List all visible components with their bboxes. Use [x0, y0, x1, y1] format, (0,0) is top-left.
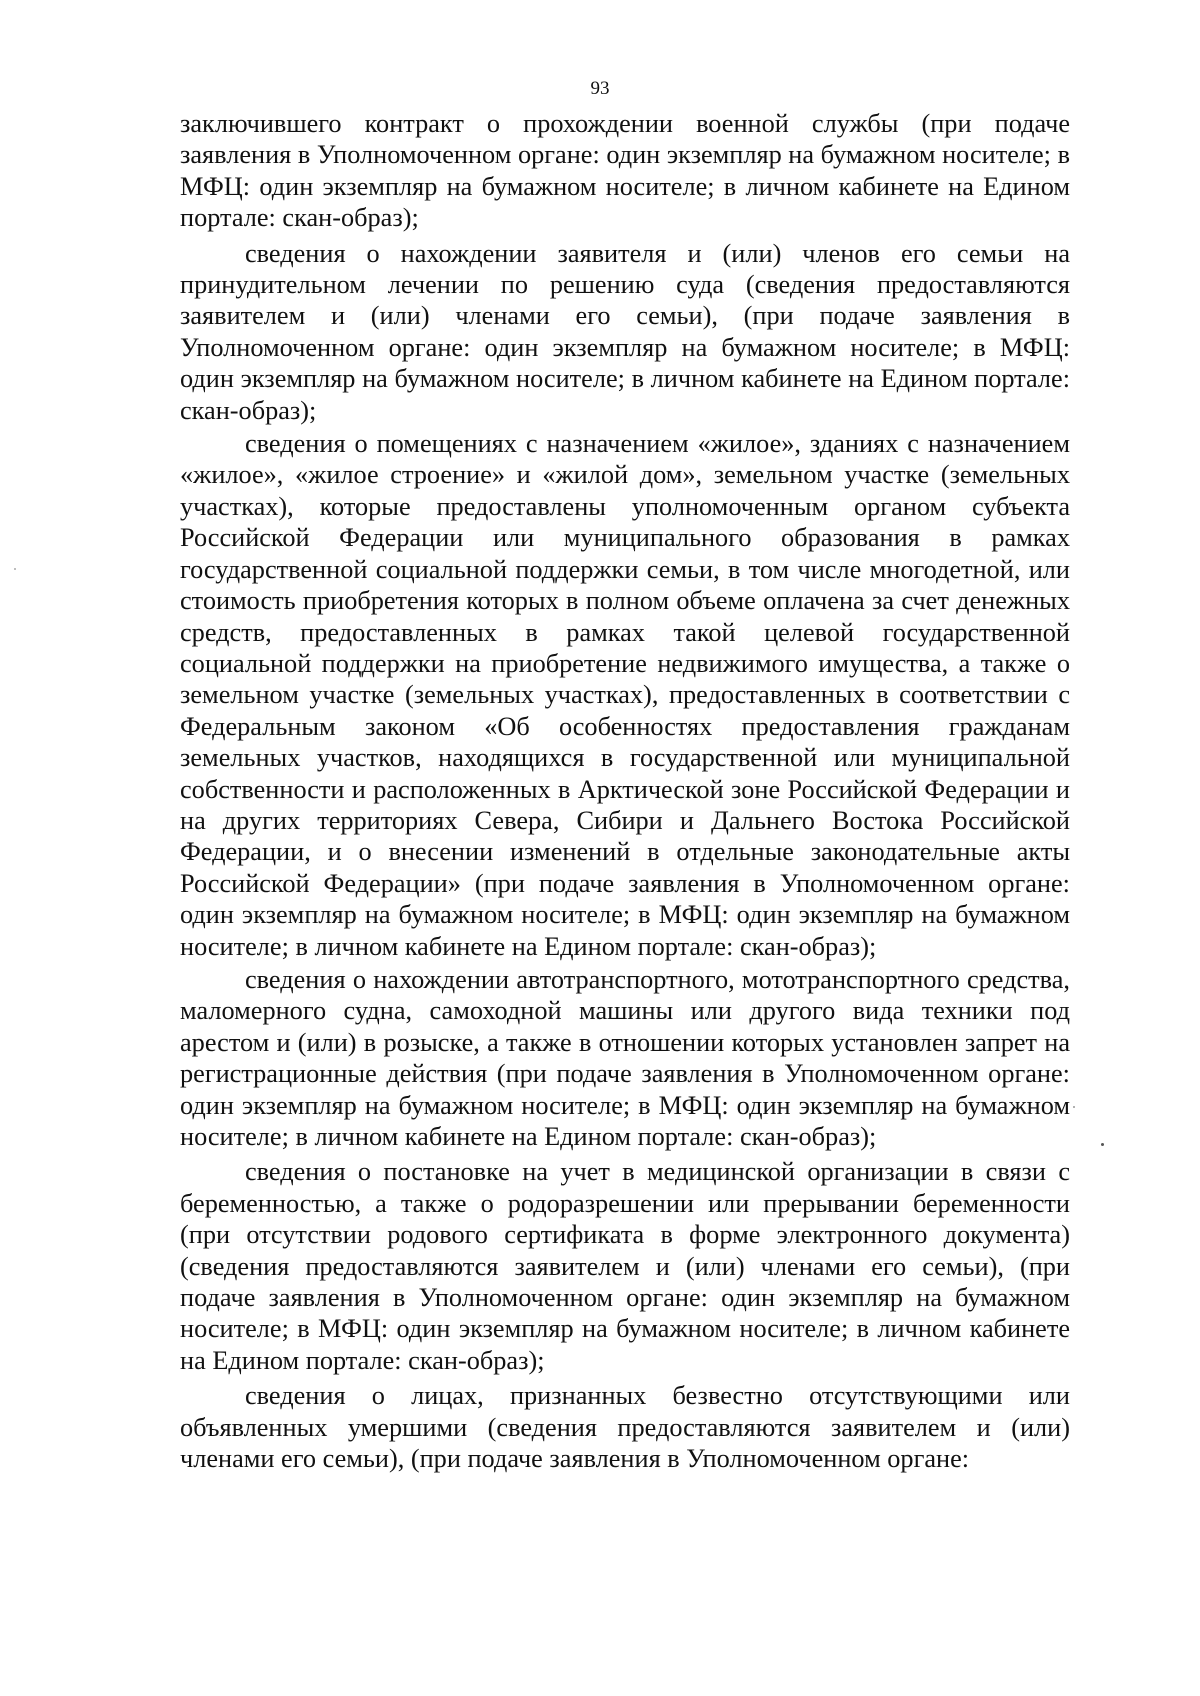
scan-speck — [1101, 1143, 1104, 1146]
paragraph-pregnancy-registration: сведения о постановке на учет в медицинской организации в связи с беременностью, а также о родоразрешении или прерывании беременности (при отсутствии родового сертификата в форме электронного документа) (сведения предоставляются заявителем и (или) членами его семьи), (при подаче заявления в Уполномоченном органе: один экземпляр на бумажном носителе; в МФЦ: один экземпляр на бумажном носителе; в личном кабинете на Едином портале: скан-образ); — [180, 1157, 1070, 1375]
paragraph-vehicle-arrest: сведения о нахождении автотранспортного, мототранспортного средства, маломерного судна, самоходной машины или другого вида техники под арестом и (или) в розыске, а также в отношении которых установлен запрет на регистрационные действия (при подаче заявления в Уполномоченном органе: один экземпляр на бумажном носителе; в МФЦ: один экземпляр на бумажном носителе; в личном кабинете на Едином портале: скан-образ); — [180, 964, 1070, 1151]
paragraph-continuation: заключившего контракт о прохождении военной службы (при подаче заявления в Уполномоченном органе: один экземпляр на бумажном носителе; в МФЦ: один экземпляр на бумажном носителе; в личном кабинете на Едином портале: скан-образ); — [180, 109, 1070, 233]
paragraph-compulsory-treatment: сведения о нахождении заявителя и (или) членов его семьи на принудительном лечении по решению суда (сведения предоставляются заявителем и (или) членами его семьи), (при подаче заявления в Уполномоченном органе: один экземпляр на бумажном носителе; в МФЦ: один экземпляр на бумажном носителе; в личном кабинете на Едином портале: скан-образ); — [180, 238, 1070, 425]
paragraph-missing-persons: сведения о лицах, признанных безвестно отсутствующими или объявленных умершими (сведения предоставляются заявителем и (или) членами его семьи), (при подаче заявления в Уполномоченном органе: — [180, 1381, 1070, 1474]
scan-speck — [14, 568, 16, 570]
paragraph-residential-premises: сведения о помещениях с назначением «жилое», зданиях с назначением «жилое», «жилое строение» и «жилой дом», земельном участке (земельных участках), которые предоставлены уполномоченным органом субъекта Российской Федерации или муниципального образования в рамках государственной социальной поддержки семьи, в том числе многодетной, или стоимость приобретения которых в полном объеме оплачена за счет денежных средств, предоставленных в рамках такой целевой государственной социальной поддержки на приобретение недвижимого имущества, а также о земельном участке (земельных участках), предоставленных в соответствии с Федеральным законом «Об особенностях предоставления гражданам земельных участков, находящихся в государственной или муниципальной собственности и расположенных в Арктической зоне Российской Федерации и на других территориях Севера, Сибири и Дальнего Востока Российской Федерации, и о внесении изменений в отдельные законодательные акты Российской Федерации» (при подаче заявления в Уполномоченном органе: один экземпляр на бумажном носителе; в МФЦ: один экземпляр на бумажном носителе; в личном кабинете на Едином портале: скан-образ); — [180, 429, 1070, 961]
scan-speck — [1073, 1106, 1075, 1108]
page-number: 93 — [590, 78, 610, 99]
document-body — [180, 108, 1070, 1474]
